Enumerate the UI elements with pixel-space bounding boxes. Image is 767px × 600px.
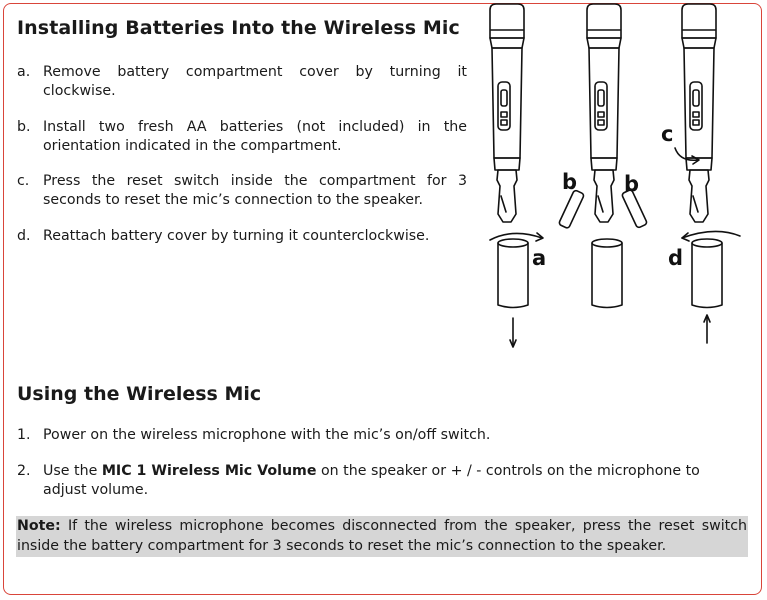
step-text: Reattach battery cover by turning it counterclockwise. — [43, 227, 430, 244]
label-b-right: b — [624, 172, 640, 196]
section-heading-installing: Installing Batteries Into the Wireless Mic — [17, 17, 460, 39]
up-arrow — [704, 315, 710, 343]
aa-battery-right — [621, 189, 647, 228]
list-item — [17, 462, 747, 500]
list-item — [17, 227, 467, 246]
step-label: b. — [17, 118, 31, 135]
step-text: Press the reset switch inside the compartment for 3 seconds to reset the mic’s connection to the speaker. — [43, 173, 467, 208]
mic-volume-control-name: MIC 1 Wireless Mic Volume — [101, 462, 317, 479]
battery-steps-list — [17, 63, 467, 262]
down-arrow — [510, 318, 516, 347]
item-text-post: on the speaker or + / - controls on the microphone to adjust volume. — [43, 462, 700, 498]
label-a: a — [532, 246, 547, 270]
usage-list — [17, 426, 747, 516]
note-label: Note: — [17, 518, 61, 534]
item-text — [43, 462, 747, 500]
list-item — [17, 118, 467, 156]
note-text: If the wireless microphone becomes disconnected from the speaker, press the reset switch inside the battery compartment for 3 seconds to reset the mic’s connection to the speaker. — [17, 518, 747, 554]
microphone-3 — [682, 4, 716, 222]
item-number: 1. — [17, 427, 31, 443]
label-d: d — [668, 246, 684, 270]
step-label: d. — [17, 227, 31, 244]
step-label: c. — [17, 173, 30, 189]
step-label: a. — [17, 64, 31, 80]
note-box — [16, 516, 748, 557]
battery-cover-1 — [498, 239, 528, 308]
section-heading-using: Using the Wireless Mic — [17, 383, 262, 405]
battery-cover-2 — [592, 239, 622, 308]
list-item — [17, 63, 467, 101]
item-text-pre: Use the — [43, 462, 102, 479]
battery-cover-3 — [692, 239, 722, 308]
step-text: Install two fresh AA batteries (not included) in the orientation indicated in the compartment. — [43, 118, 467, 154]
microphone-2 — [587, 4, 621, 222]
label-b-left: b — [562, 170, 578, 194]
aa-battery-left — [558, 190, 584, 229]
step-text: Remove battery compartment cover by turning it clockwise. — [43, 64, 467, 99]
list-item — [17, 426, 747, 445]
microphone-1 — [490, 4, 524, 222]
item-number: 2. — [17, 462, 31, 479]
battery-installation-illustration — [470, 0, 767, 360]
list-item — [17, 172, 467, 210]
label-c: c — [661, 122, 674, 146]
item-text: Power on the wireless microphone with the mic’s on/off switch. — [43, 427, 491, 443]
